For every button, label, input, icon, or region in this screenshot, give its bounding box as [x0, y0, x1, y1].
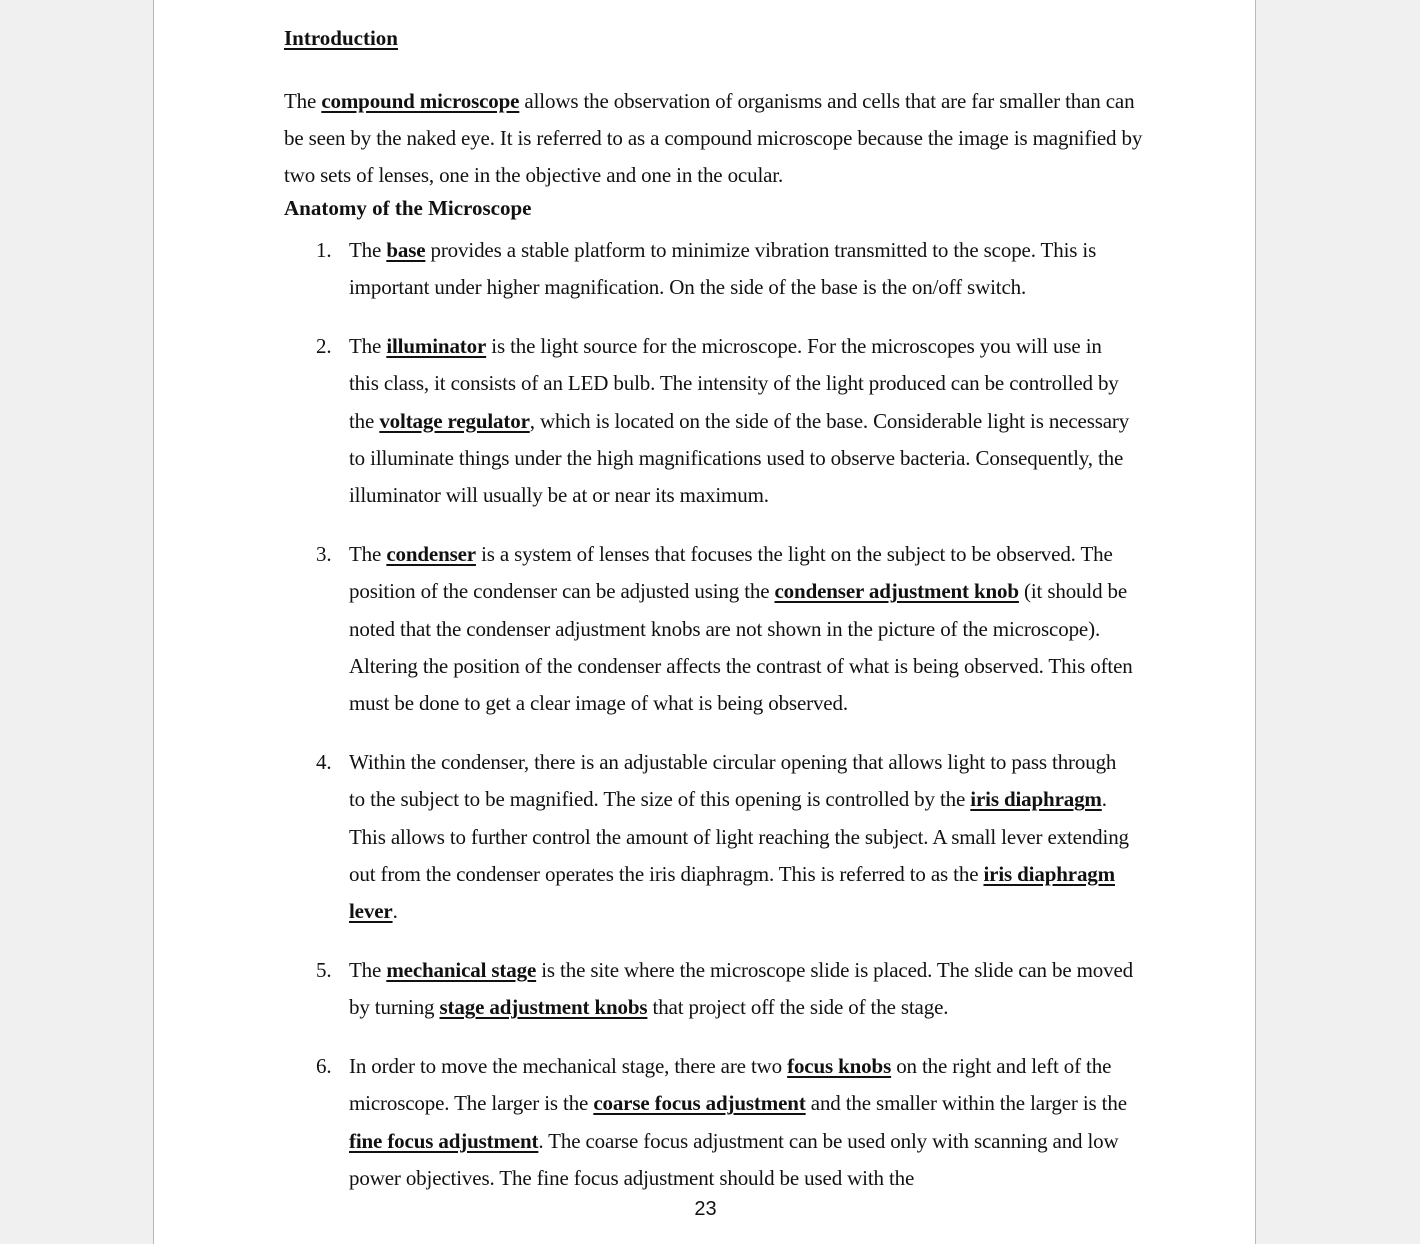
text-run: The [349, 238, 387, 262]
text-run: Within the condenser, there is an adjustable circular opening that allows light to pass through to the subject to be magnified. The size of this opening is controlled by the [349, 750, 1117, 812]
list-number: 6. [316, 1054, 332, 1078]
text-run: . The coarse focus adjustment can be used only with scanning and low power objectives. The fine focus adjustment should be used with the [349, 1128, 1119, 1190]
text-run: The [349, 958, 387, 982]
text-run: is the light source for the microscope. For the microscopes you will use in this class, it consists of an LED bulb. The intensity of the light produced can be controlled by the [349, 334, 1119, 433]
text-run: , which is located on the side of the base. Considerable light is necessary to illuminate things under the high magnifications used to observe bacteria. Consequently, the illuminator will usually be at or near its maximum. [349, 408, 1130, 508]
text-run: The [284, 89, 322, 113]
section-heading-anatomy: Anatomy of the Microscope [284, 196, 532, 220]
document-page [153, 0, 1256, 1244]
section-heading-introduction: Introduction [284, 26, 398, 50]
text-run: In order to move the mechanical stage, there are two [349, 1054, 788, 1078]
key-term: condenser adjustment knob [774, 579, 1019, 604]
key-term: coarse focus adjustment [593, 1091, 806, 1116]
list-item [316, 1048, 1136, 1197]
list-item-text [349, 744, 1136, 930]
key-term: compound microscope [321, 89, 520, 113]
text-run: allows the observation of organisms and cells that are far smaller than can be seen by the naked eye. It is referred to as a compound microscope because the image is magnified by two sets of lenses, one in the objective and one in the ocular. [284, 89, 1143, 187]
key-term: mechanical stage [386, 958, 537, 982]
key-term: stage adjustment knobs [439, 995, 648, 1020]
key-term: iris diaphragm [970, 787, 1102, 812]
text-run: provides a stable platform to minimize vibration transmitted to the scope. This is important under higher magnification. On the side of the base is the on/off switch. [349, 238, 1097, 300]
list-item-text [349, 536, 1136, 722]
list-number: 4. [316, 750, 332, 774]
text-run: . [392, 899, 398, 924]
list-item [316, 232, 1136, 307]
list-item [316, 952, 1136, 1027]
key-term: iris diaphragm lever [349, 861, 1115, 924]
list-item [316, 744, 1136, 930]
list-item-text [349, 328, 1136, 514]
text-run: is a system of lenses that focuses the light on the subject to be observed. The position of the condenser can be adjusted using the [349, 542, 1113, 604]
text-run: is the site where the microscope slide is placed. The slide can be moved by turning [349, 958, 1134, 1020]
list-item [316, 536, 1136, 722]
text-run: (it should be noted that the condenser adjustment knobs are not shown in the picture of the microscope). Altering the position of the condenser affects the contrast of what is being observed. This often must be done to get a clear image of what is being observed. [349, 579, 1133, 716]
intro-paragraph [284, 83, 1144, 194]
key-term: focus knobs [787, 1054, 892, 1078]
text-run: that project off the side of the stage. [647, 995, 949, 1020]
list-item-text [349, 1048, 1136, 1197]
text-run: The [349, 334, 387, 358]
list-number: 2. [316, 334, 332, 358]
key-term: voltage regulator [379, 408, 530, 433]
key-term: illuminator [386, 334, 487, 358]
page-number: 23 [694, 1198, 717, 1220]
list-number: 5. [316, 958, 332, 982]
list-item [316, 328, 1136, 514]
text-run: . This allows to further control the amount of light reaching the subject. A small lever extending out from the condenser operates the iris diaphragm. This is referred to as the [349, 787, 1129, 886]
list-item-text [349, 232, 1136, 307]
key-term: fine focus adjustment [349, 1128, 539, 1153]
text-run: and the smaller within the larger is the [805, 1091, 1127, 1116]
list-number: 3. [316, 542, 332, 566]
text-run: on the right and left of the microscope. The larger is the [349, 1054, 1112, 1116]
key-term: condenser [386, 542, 476, 566]
list-number: 1. [316, 238, 332, 262]
key-term: base [386, 238, 426, 262]
text-run: The [349, 542, 387, 566]
list-item-text [349, 952, 1136, 1027]
